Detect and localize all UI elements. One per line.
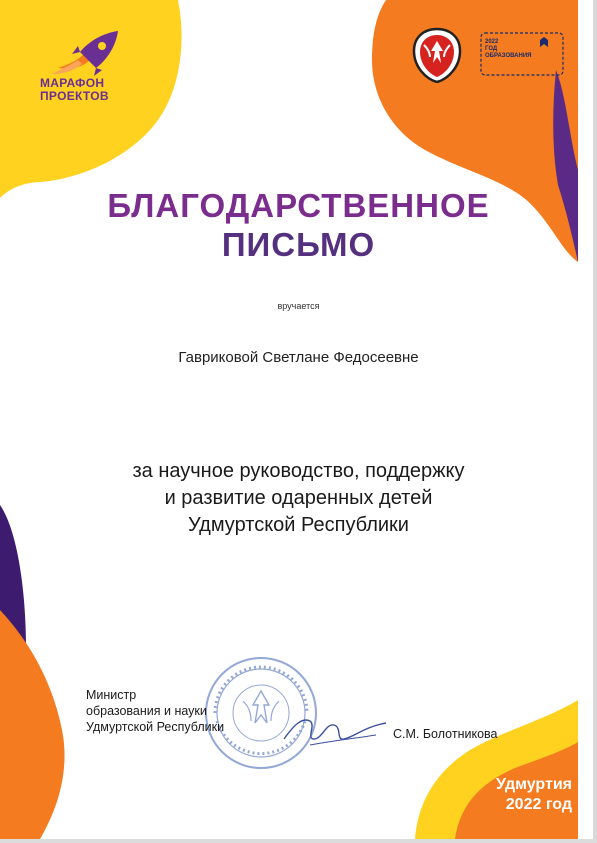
title-line1: БЛАГОДАРСТВЕННОЕ [107,187,490,224]
rocket-icon [50,30,122,76]
signer-line2: образования и науки [86,704,207,718]
award-reason [0,458,597,539]
title-line2: ПИСЬМО [221,226,376,263]
page-edge-bottom [0,839,597,843]
signer-line1: Министр [86,688,137,702]
reason-line3: Удмуртской Республики [188,514,409,536]
footer-line2: 2022 год [505,796,572,813]
footer-line1: Удмуртия [496,776,572,793]
udmurtia-emblem-icon [412,27,462,83]
signer-name: С.М. Болотникова [393,727,498,741]
reason-line1: за научное руководство, поддержку [132,460,465,482]
reason-line2: и развитие одаренных детей [164,487,433,509]
awarded-label: вручается [277,301,320,311]
footer-year-label [452,775,572,815]
logo-line2: ПРОЕКТОВ [40,89,109,103]
year-badge-line1: ГОД [485,46,498,52]
year-badge-line2: ОБРАЗОВАНИЯ [485,53,532,59]
year-badge-year: 2022 [485,39,499,45]
year-badge [485,39,559,60]
document-title [0,186,597,264]
signer-position [86,687,286,735]
marathon-logo-text [40,77,140,103]
logo-line1: МАРАФОН [40,76,105,90]
signer-line3: Удмуртской Республики [86,720,225,734]
left-orange-band [0,610,65,839]
page-edge-right [593,0,597,843]
recipient-name: Гавриковой Светлане Федосеевне [178,349,419,366]
handwritten-signature [280,705,390,755]
